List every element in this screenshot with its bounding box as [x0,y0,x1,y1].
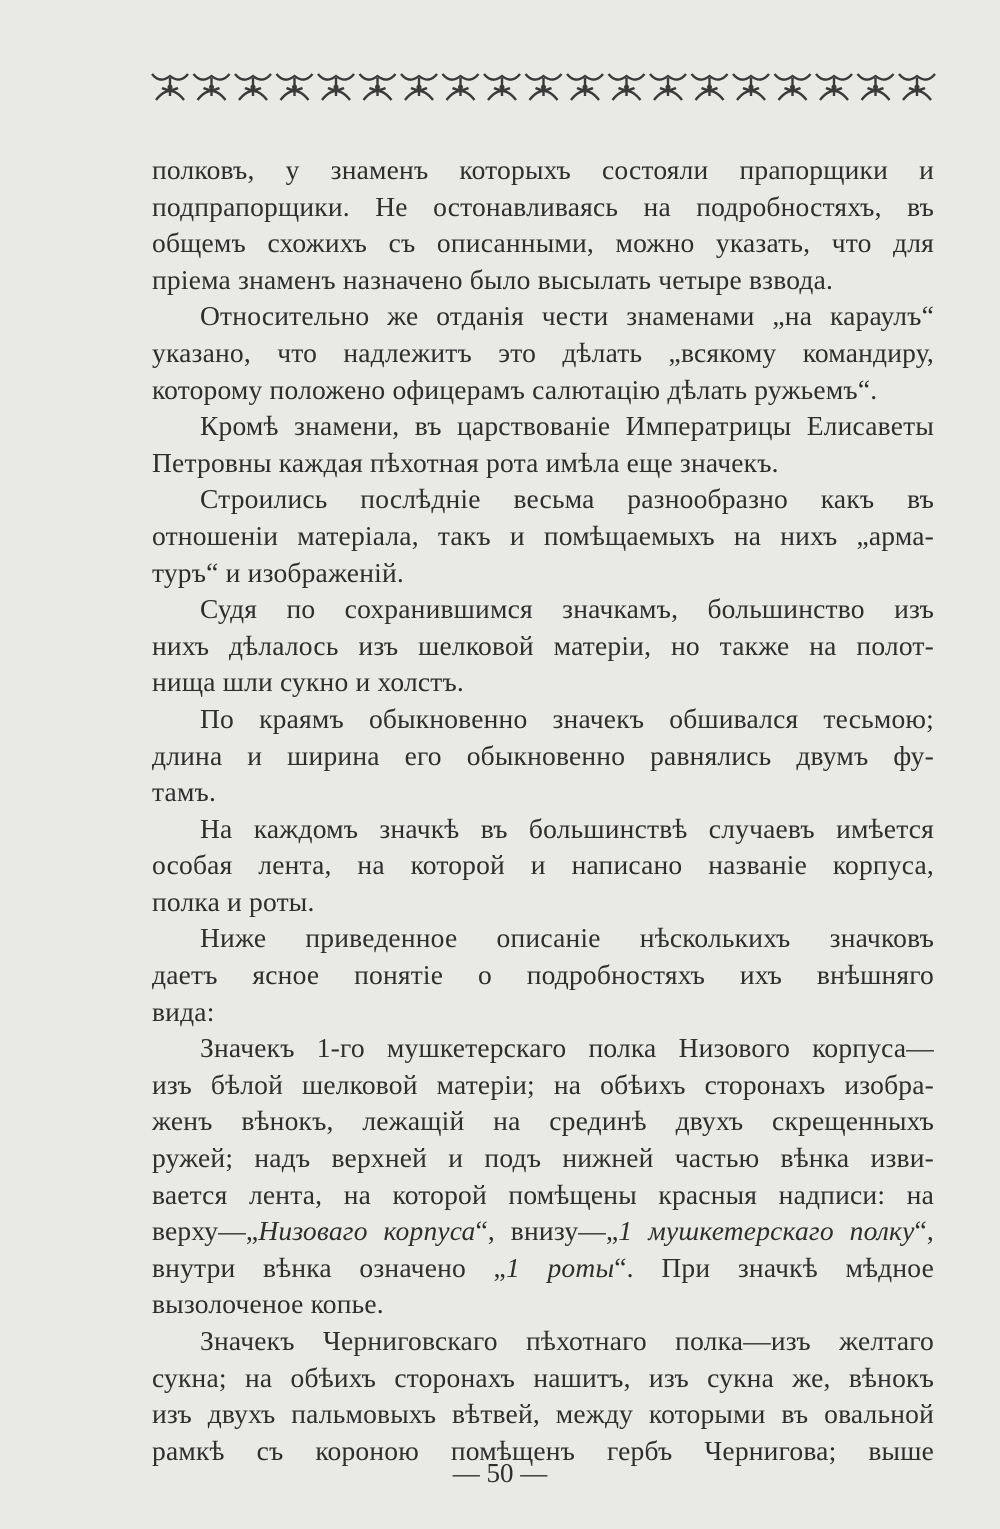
text-line: нища шли сукно и холстъ. [152,666,464,698]
text-line: подпрапорщики. Не остонавливаясь на подробностяхъ, въ [152,190,934,222]
text-line: которому положено офицерамъ салютацію дѣлать ружьемъ“. [152,373,878,405]
text-line: нихъ дѣлалось изъ шелковой матеріи, но также на полот- [152,629,934,661]
body-text [152,152,934,1469]
text-line: вида: [152,995,215,1027]
text-line: Ниже приведенное описаніе нѣсколькихъ значковъ [200,922,934,954]
text-line: указано, что надлежитъ это дѣлать „всякому командиру, [152,336,934,368]
text-line: женъ вѣнокъ, лежащій на срединѣ двухъ скрещенныхъ [152,1105,934,1137]
paragraph [152,408,934,481]
paragraph [152,920,934,1030]
text-line: сукна; на обѣихъ сторонахъ нашитъ, изъ сукна же, вѣнокъ [152,1361,934,1393]
text-line: Строились послѣдніе весьма разнообразно какъ въ [200,483,934,515]
paragraph [152,1030,934,1213]
paragraph [152,701,934,811]
italic-inscription: 1 роты [505,1251,615,1283]
text-line: ружей; надъ верхней и подъ нижней частью вѣнка изви- [152,1142,934,1174]
text-line: изъ бѣлой шелковой матеріи; на обѣихъ сторонахъ изобра- [152,1068,934,1100]
text-line: внутри вѣнка означено „1 роты“. При значкѣ мѣдное [152,1251,934,1283]
text-line: Петровны каждая пѣхотная рота имѣла еще значекъ. [152,446,779,478]
text-line: полковъ, у знаменъ которыхъ состояли прапорщики и [152,154,934,185]
paragraph [152,298,934,408]
text-line: По краямъ обыкновенно значекъ обшивался тесьмою; [200,702,934,734]
paragraph [152,152,934,298]
text-line: отношеніи матеріала, такъ и помѣщаемыхъ на нихъ „арма- [152,519,934,551]
text-line: туръ“ и изображеній. [152,556,404,588]
text-line: Относительно же отданія чести знаменами „на караулъ“ [200,300,934,332]
text-line: даетъ ясное понятіе о подробностяхъ ихъ внѣшняго [152,959,934,991]
paragraph [152,591,934,701]
page-number: — 50 — [452,1458,548,1488]
paragraph [152,811,934,921]
text-line: Кромѣ знамени, въ царствованіе Императрицы Елисаветы [200,410,934,442]
italic-inscription: Низоваго корпуса [258,1215,476,1247]
text-line: Судя по сохранившимся значкамъ, большинство изъ [200,593,934,625]
text-line: тамъ. [152,776,217,808]
text-line: Значекъ Черниговскаго пѣхотнаго полка—изъ желтаго [200,1325,934,1356]
text-line: изъ двухъ пальмовыхъ вѣтвей, между которыми въ овальной [152,1398,934,1430]
text-line: общемъ схожихъ съ описанными, можно указать, что для [152,227,934,259]
text-line: Значекъ 1-го мушкетерскаго полка Низового корпуса— [200,1032,934,1064]
text-line: верху—„Низоваго корпуса“, внизу—„1 мушкетерскаго полку“, [152,1215,935,1247]
text-line: пріема знаменъ назначено было высылать четыре взвода. [152,263,834,295]
text-line: полка и роты. [152,885,315,917]
text-line: рамкѣ съ короною помѣщенъ гербъ Чернигова; выше [152,1434,934,1466]
text-line: вызолоченое копье. [152,1288,384,1320]
paragraph [152,481,934,591]
text-line: особая лента, на которой и написано названіе корпуса, [152,849,934,881]
text-line: вается лента, на которой помѣщены красныя надписи: на [152,1178,934,1210]
text-line: длина и ширина его обыкновенно равнялись двумъ фу- [152,739,934,771]
paragraph [152,1323,934,1469]
italic-inscription: 1 мушкетерскаго полку [618,1215,915,1247]
text-line: На каждомъ значкѣ въ большинствѣ случаевъ имѣется [200,812,934,844]
ornamental-header-band [150,70,940,104]
